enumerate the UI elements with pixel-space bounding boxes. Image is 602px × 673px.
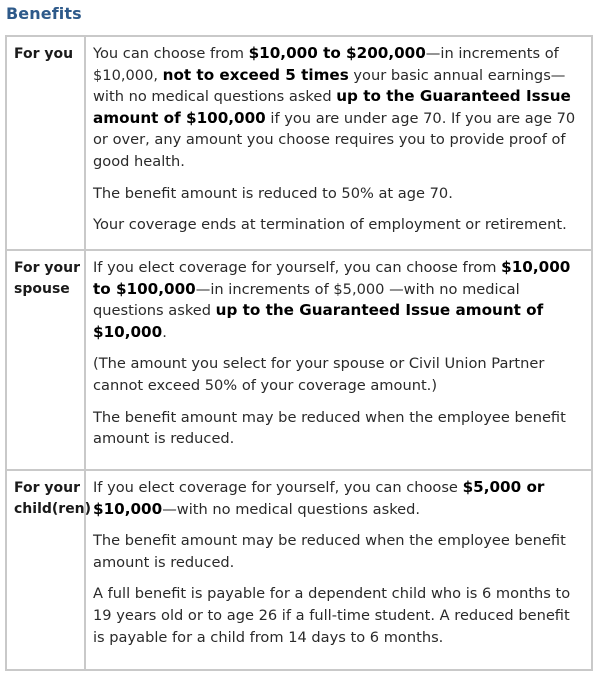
text-segment: —with no medical questions asked. xyxy=(162,500,421,518)
table-row-for-you xyxy=(6,36,592,250)
table-row-for-your-spouse xyxy=(6,250,592,470)
table-row-for-your-children xyxy=(6,470,592,670)
paragraph xyxy=(93,43,585,173)
paragraph xyxy=(93,583,585,648)
row-content xyxy=(85,470,592,670)
paragraph xyxy=(93,477,585,520)
paragraph xyxy=(93,214,585,236)
highlighted-text: $10,000 to $200,000 xyxy=(248,44,426,62)
text-segment: The benefit amount is reduced to 50% at age 70. xyxy=(93,184,453,202)
text-segment: (The amount you select for your spouse or Civil Union Partner cannot exceed 50% of your coverage amount.) xyxy=(93,355,545,394)
row-label: For you xyxy=(6,36,85,250)
text-segment: —in increments of $10,000, xyxy=(93,45,559,84)
text-segment: Your coverage ends at termination of employment or retirement. xyxy=(93,216,567,234)
paragraph xyxy=(93,407,585,450)
highlighted-text: up to the Guaranteed Issue amount of $100,000 xyxy=(93,87,571,127)
text-segment: . xyxy=(162,323,167,341)
text-segment: if you are under age 70. If you are age 70 or over, any amount you choose requires you to provide proof of good health. xyxy=(93,109,576,170)
text-segment: A full benefit is payable for a dependent child who is 6 months to 19 years old or to age 26 if a full-time student. A reduced benefit is payable for a child from 14 days to 6 months. xyxy=(93,585,571,646)
highlighted-text: $10,000 to $100,000 xyxy=(93,258,571,298)
text-segment: If you elect coverage for yourself, you can choose from xyxy=(93,259,502,276)
section-title: Benefits xyxy=(6,4,82,23)
highlighted-text: not to exceed 5 times xyxy=(162,65,349,84)
row-content xyxy=(85,36,592,250)
text-segment: If you elect coverage for yourself, you can choose xyxy=(93,479,463,496)
paragraph xyxy=(93,530,585,573)
text-segment: The benefit amount may be reduced when the employee benefit amount is reduced. xyxy=(93,408,566,448)
highlighted-text: $5,000 or $10,000 xyxy=(93,478,545,518)
row-content xyxy=(85,250,592,470)
highlighted-text: up to the Guaranteed Issue amount of $10,000 xyxy=(93,301,544,341)
text-segment: You can choose from xyxy=(93,45,249,62)
paragraph xyxy=(93,257,585,343)
row-label: For your spouse xyxy=(6,250,85,470)
paragraph xyxy=(93,353,585,396)
text-segment: —in increments of $5,000 —with no medical questions asked xyxy=(93,280,520,320)
row-label: For your child(ren) xyxy=(6,470,85,670)
text-segment: your basic annual earnings—with no medical questions asked xyxy=(93,66,566,106)
benefits-table xyxy=(5,35,593,671)
paragraph xyxy=(93,183,585,205)
text-segment: The benefit amount may be reduced when the employee benefit amount is reduced. xyxy=(93,532,566,571)
